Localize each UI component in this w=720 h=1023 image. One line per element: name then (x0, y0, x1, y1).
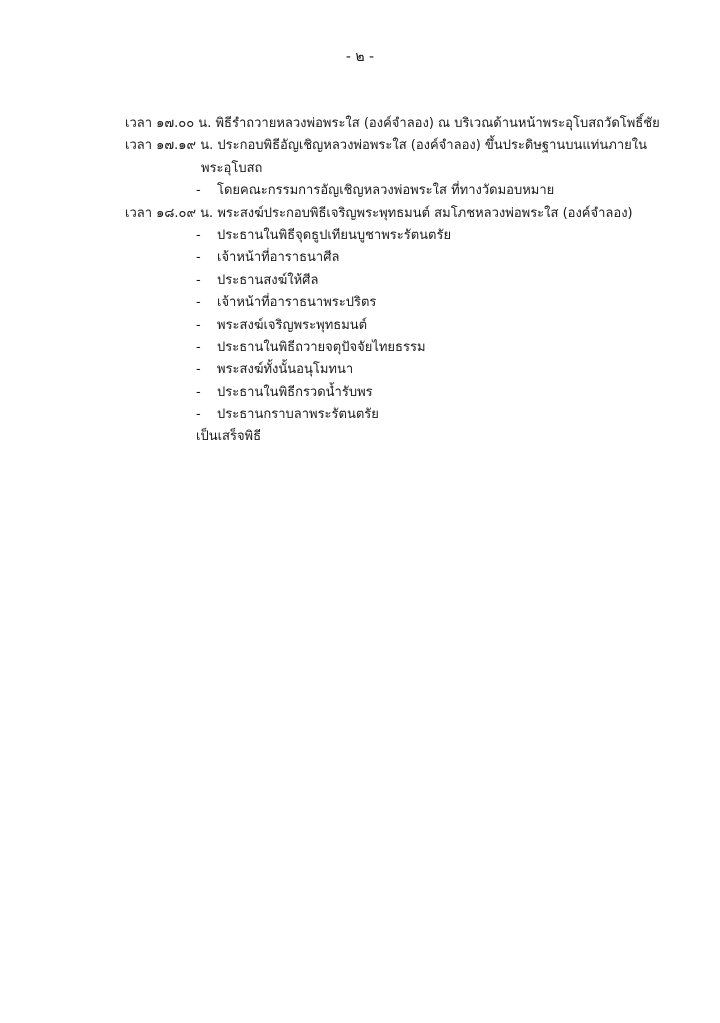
schedule-time: เวลา ๑๗.๐๐ น. (125, 116, 212, 131)
page-number: - ๒ - (345, 49, 375, 65)
schedule-text: พระสงฆ์ประกอบพิธีเจริญพระพุทธมนต์ สมโภชหลวงพ่อพระใส (องค์จำลอง) (217, 205, 633, 221)
bullet-marker: - (196, 250, 201, 266)
list-item (125, 247, 645, 269)
schedule-content (125, 113, 660, 449)
schedule-text: พิธีรำถวายหลวงพ่อพระใส (องค์จำลอง) ณ บริเวณด้านหน้าพระอุโบสถวัดโพธิ์ชัย (215, 116, 660, 131)
list-item-text: ประธานสงฆ์ให้ศีล (217, 272, 319, 288)
bullet-marker: - (196, 362, 201, 378)
bullet-marker: - (196, 317, 201, 333)
bullet-marker: - (196, 384, 201, 400)
schedule-time: เวลา ๑๘.๐๙ น. (125, 205, 214, 221)
list-item (125, 225, 645, 247)
list-item (125, 270, 645, 292)
list-item (125, 359, 645, 381)
list-item (125, 337, 645, 359)
schedule-time: เวลา ๑๗.๑๙ น. (125, 138, 214, 154)
schedule-text: ประกอบพิธีอัญเชิญหลวงพ่อพระใส (องค์จำลอง) ขึ้นประดิษฐานบนแท่นภายใน (217, 138, 647, 154)
list-item-text: เจ้าหน้าที่อาราธนาพระปริตร (217, 295, 377, 311)
list-item (125, 404, 645, 426)
list-item-text: เจ้าหน้าที่อาราธนาศีล (217, 250, 340, 266)
bullet-marker: - (196, 183, 201, 199)
list-item-text: ประธานในพิธีกรวดน้ำรับพร (217, 384, 373, 400)
bullet-marker: - (196, 295, 201, 311)
schedule-continuation: พระอุโบสถ (201, 160, 263, 176)
list-item (125, 292, 645, 314)
schedule-entry (125, 203, 645, 225)
list-item-text: พระสงฆ์ทั้งนั้นอนุโมทนา (217, 362, 354, 378)
schedule-entry (125, 113, 660, 135)
list-item-text: ประธานในพิธีถวายจตุปัจจัยไทยธรรม (217, 339, 426, 355)
closing-text: เป็นเสร็จพิธี (196, 429, 262, 445)
bullet-marker: - (196, 339, 201, 355)
list-item (125, 315, 645, 337)
bullet-marker: - (196, 272, 201, 288)
list-item-text: โดยคณะกรรมการอัญเชิญหลวงพ่อพระใส ที่ทางวัดมอบหมาย (217, 183, 555, 199)
bullet-marker: - (196, 407, 201, 423)
list-item-text: พระสงฆ์เจริญพระพุทธมนต์ (217, 317, 368, 333)
schedule-entry (125, 135, 645, 157)
list-item (125, 180, 645, 202)
list-item-text: ประธานในพิธีจุดธูปเทียนบูชาพระรัตนตรัย (217, 227, 452, 243)
list-item (125, 382, 645, 404)
list-item-text: ประธานกราบลาพระรัตนตรัย (217, 407, 379, 423)
bullet-marker: - (196, 227, 201, 243)
